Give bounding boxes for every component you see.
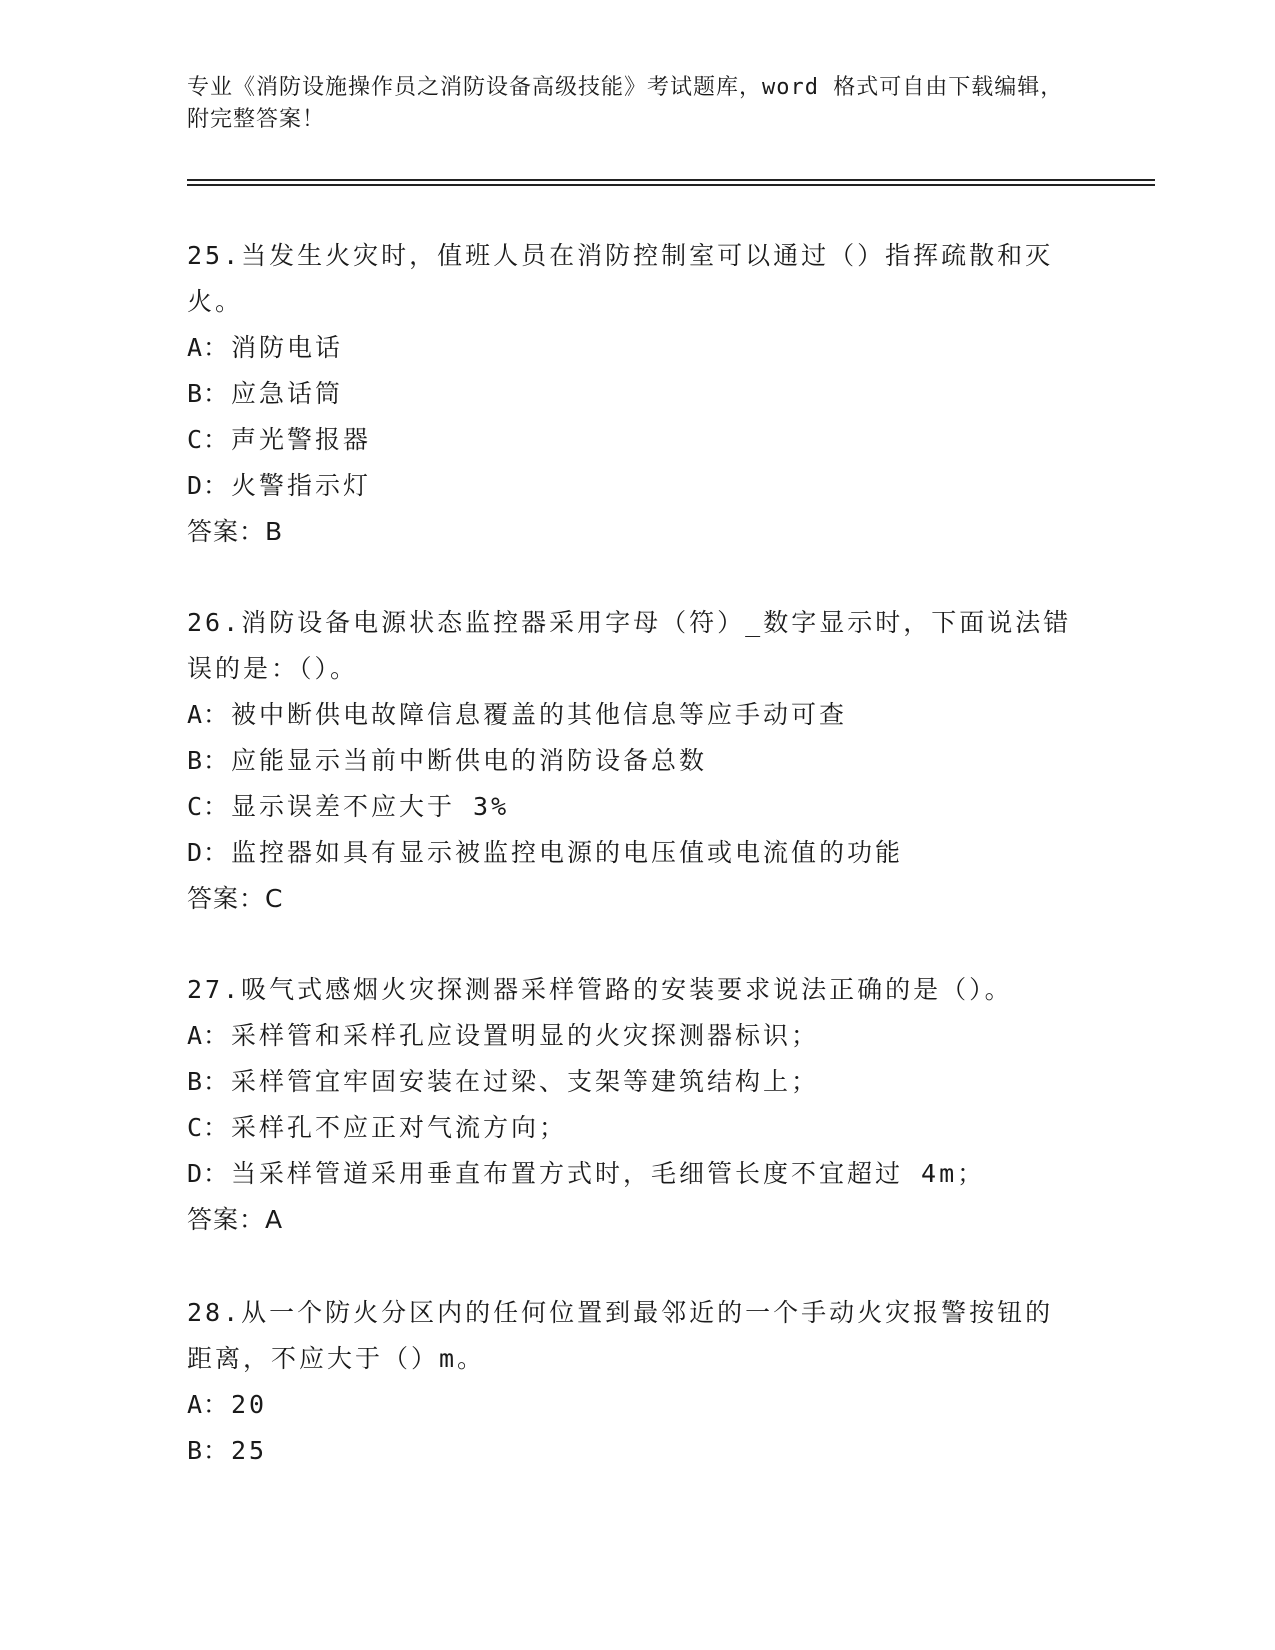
option-key: A：	[187, 1390, 230, 1419]
option-text: 显示误差不应大于 3%	[231, 792, 510, 821]
question-26	[187, 600, 1077, 922]
option-key: B：	[187, 1067, 230, 1096]
question-stem: 25.当发生火灾时，值班人员在消防控制室可以通过（）指挥疏散和灭火。	[187, 241, 1054, 316]
option-key: C：	[187, 425, 230, 454]
option-text: 25	[231, 1436, 268, 1465]
option-text: 20	[231, 1390, 268, 1419]
option-c	[187, 1105, 1077, 1151]
option-text: 监控器如具有显示被监控电源的电压值或电流值的功能	[231, 838, 904, 867]
option-a	[187, 325, 1077, 371]
option-d	[187, 1151, 1077, 1197]
option-key: A：	[187, 700, 230, 729]
header-divider	[187, 179, 1155, 181]
option-text: 火警指示灯	[231, 471, 372, 500]
option-text: 采样管和采样孔应设置明显的火灾探测器标识；	[231, 1021, 820, 1050]
question-stem: 26.消防设备电源状态监控器采用字母（符）_数字显示时，下面说法错误的是：（）。	[187, 608, 1072, 683]
option-text: 应急话筒	[231, 379, 344, 408]
option-text: 当采样管道采用垂直布置方式时，毛细管长度不宜超过 4m；	[231, 1159, 986, 1188]
document-header: 专业《消防设施操作员之消防设备高级技能》考试题库，word 格式可自由下载编辑，附完整答案！	[187, 75, 1064, 132]
option-b	[187, 371, 1077, 417]
option-key: B：	[187, 379, 230, 408]
question-stem: 27.吸气式感烟火灾探测器采样管路的安装要求说法正确的是（）。	[187, 975, 1013, 1004]
answer-line: 答案：B	[187, 517, 284, 546]
option-key: D：	[187, 838, 230, 867]
question-28	[187, 1290, 1077, 1474]
option-text: 应能显示当前中断供电的消防设备总数	[231, 746, 708, 775]
option-key: D：	[187, 1159, 230, 1188]
option-text: 消防电话	[231, 333, 344, 362]
option-b	[187, 738, 1077, 784]
question-25	[187, 233, 1077, 555]
option-b	[187, 1428, 1077, 1474]
answer-line: 答案：C	[187, 884, 284, 913]
option-key: A：	[187, 1021, 230, 1050]
option-key: A：	[187, 333, 230, 362]
option-a	[187, 692, 1077, 738]
option-b	[187, 1059, 1077, 1105]
option-a	[187, 1013, 1077, 1059]
option-d	[187, 830, 1077, 876]
question-stem: 28.从一个防火分区内的任何位置到最邻近的一个手动火灾报警按钮的距离，不应大于（）m。	[187, 1298, 1054, 1373]
option-a	[187, 1382, 1077, 1428]
option-text: 采样孔不应正对气流方向；	[231, 1113, 568, 1142]
option-key: C：	[187, 1113, 230, 1142]
option-key: C：	[187, 792, 230, 821]
question-27	[187, 967, 1077, 1243]
option-key: D：	[187, 471, 230, 500]
option-key: B：	[187, 1436, 230, 1465]
option-c	[187, 417, 1077, 463]
option-text: 被中断供电故障信息覆盖的其他信息等应手动可查	[231, 700, 848, 729]
answer-line: 答案：A	[187, 1205, 284, 1234]
option-key: B：	[187, 746, 230, 775]
option-d	[187, 463, 1077, 509]
option-text: 声光警报器	[231, 425, 372, 454]
header-divider-second	[187, 184, 1155, 186]
option-c	[187, 784, 1077, 830]
option-text: 采样管宜牢固安装在过梁、支架等建筑结构上；	[231, 1067, 820, 1096]
